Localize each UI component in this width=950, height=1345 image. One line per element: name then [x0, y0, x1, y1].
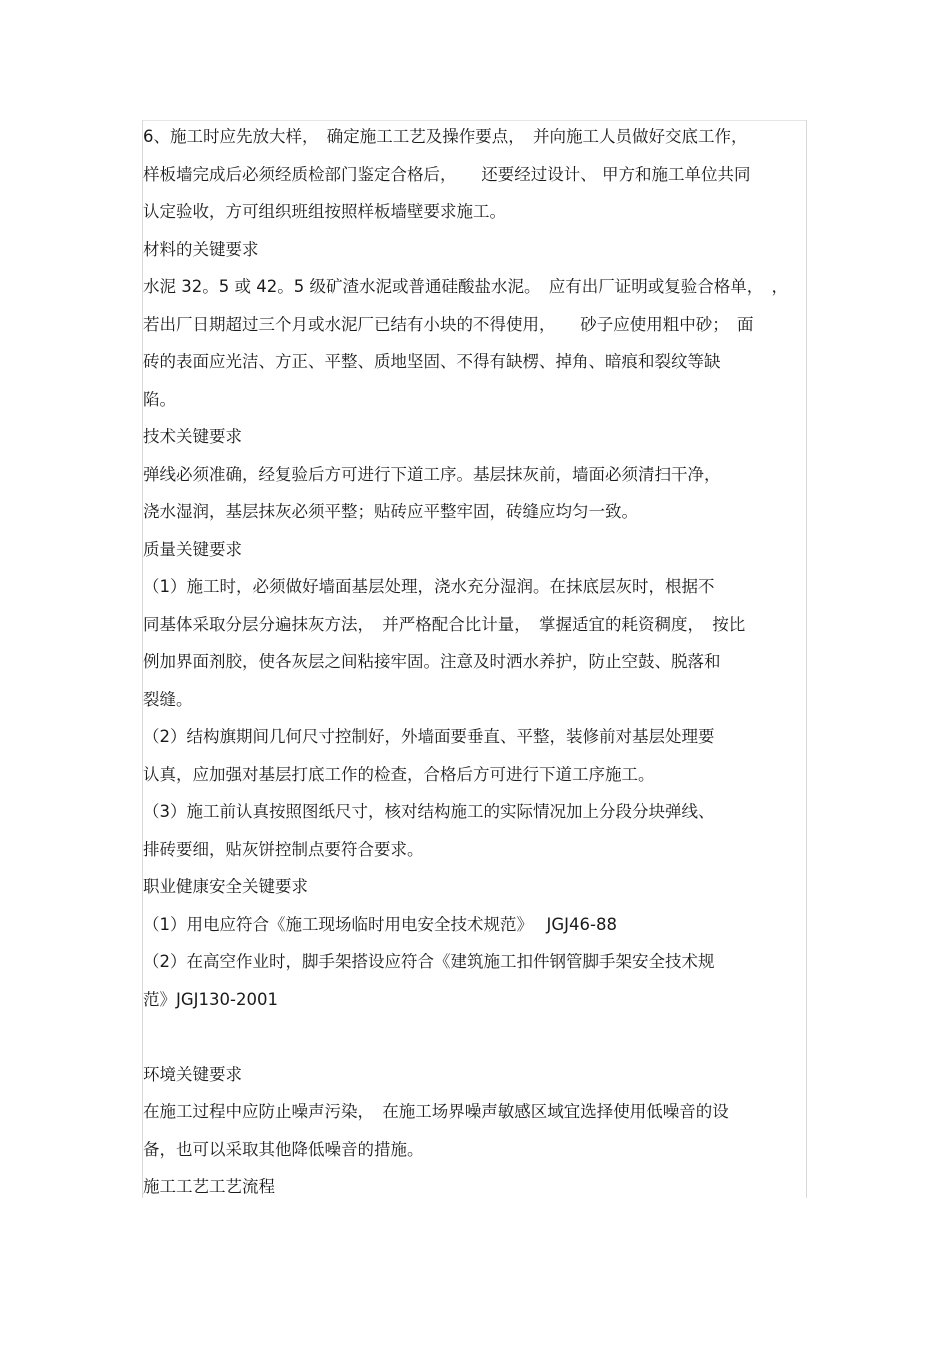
section-heading: 技术关键要求 [143, 427, 242, 446]
text-line: 裂缝。 [143, 689, 193, 709]
text-line: 范》JGJ130-2001 [143, 989, 278, 1009]
text-line: 若出厂日期超过三个月或水泥厂已结有小块的不得使用， 砂子应使用粗中砂； 面 [143, 314, 754, 334]
text-line: 陷。 [143, 389, 176, 409]
text-line: 备，也可以采取其他降低噪音的措施。 [143, 1139, 424, 1159]
text-line: （1）施工时，必须做好墙面基层处理，浇水充分湿润。在抹底层灰时，根据不 [143, 577, 715, 596]
section-heading: 施工工艺工艺流程 [143, 1177, 275, 1196]
text-line: 砖的表面应光洁、方正、平整、质地坚固、不得有缺楞、掉角、暗痕和裂纹等缺 [143, 352, 721, 371]
section-heading: 环境关键要求 [143, 1064, 242, 1084]
section-heading: 职业健康安全关键要求 [143, 877, 308, 896]
text-line: 同基体采取分层分遍抹灰方法， 并严格配合比计量， 掌握适宜的耗资稠度， 按比 [143, 614, 746, 634]
text-line: 浇水湿润，基层抹灰必须平整；贴砖应平整牢固，砖缝应均匀一致。 [143, 502, 638, 521]
text-line: 样板墙完成后必须经质检部门鉴定合格后， 还要经过设计、 甲方和施工单位共同 [143, 164, 751, 184]
text-line: 在施工过程中应防止噪声污染， 在施工场界噪声敏感区域宜选择使用低噪音的设 [143, 1102, 729, 1121]
text-line: 例加界面剂胶，使各灰层之间粘接牢固。注意及时洒水养护，防止空鼓、脱落和 [143, 652, 721, 671]
section-heading: 材料的关键要求 [143, 239, 259, 259]
text-line: （3）施工前认真按照图纸尺寸，核对结构施工的实际情况加上分段分块弹线、 [143, 802, 715, 821]
text-line: 水泥 32。5 或 42。5 级矿渣水泥或普通硅酸盐水泥。 应有出厂证明或复验合格单， ， [143, 277, 788, 296]
text-line: （1）用电应符合《施工现场临时用电安全技术规范》 JGJ46-88 [143, 914, 617, 934]
text-line: 排砖要细，贴灰饼控制点要符合要求。 [143, 839, 424, 859]
section-heading: 质量关键要求 [143, 539, 242, 559]
blank-line [143, 1018, 811, 1056]
text-line: 认定验收，方可组织班组按照样板墙壁要求施工。 [143, 202, 506, 221]
text-line: 弹线必须准确，经复验后方可进行下道工序。基层抹灰前，墙面必须清扫干净， [143, 464, 721, 484]
text-line: 认真，应加强对基层打底工作的检查，合格后方可进行下道工序施工。 [143, 764, 655, 784]
text-line: （2）在高空作业时，脚手架搭设应符合《建筑施工扣件钢管脚手架安全技术规 [143, 952, 715, 971]
document-body [143, 118, 811, 1206]
text-line: 6、施工时应先放大样， 确定施工工艺及操作要点， 并向施工人员做好交底工作， [143, 127, 748, 146]
text-line: （2）结构旗期间几何尺寸控制好，外墙面要垂直、平整，装修前对基层处理要 [143, 727, 715, 746]
